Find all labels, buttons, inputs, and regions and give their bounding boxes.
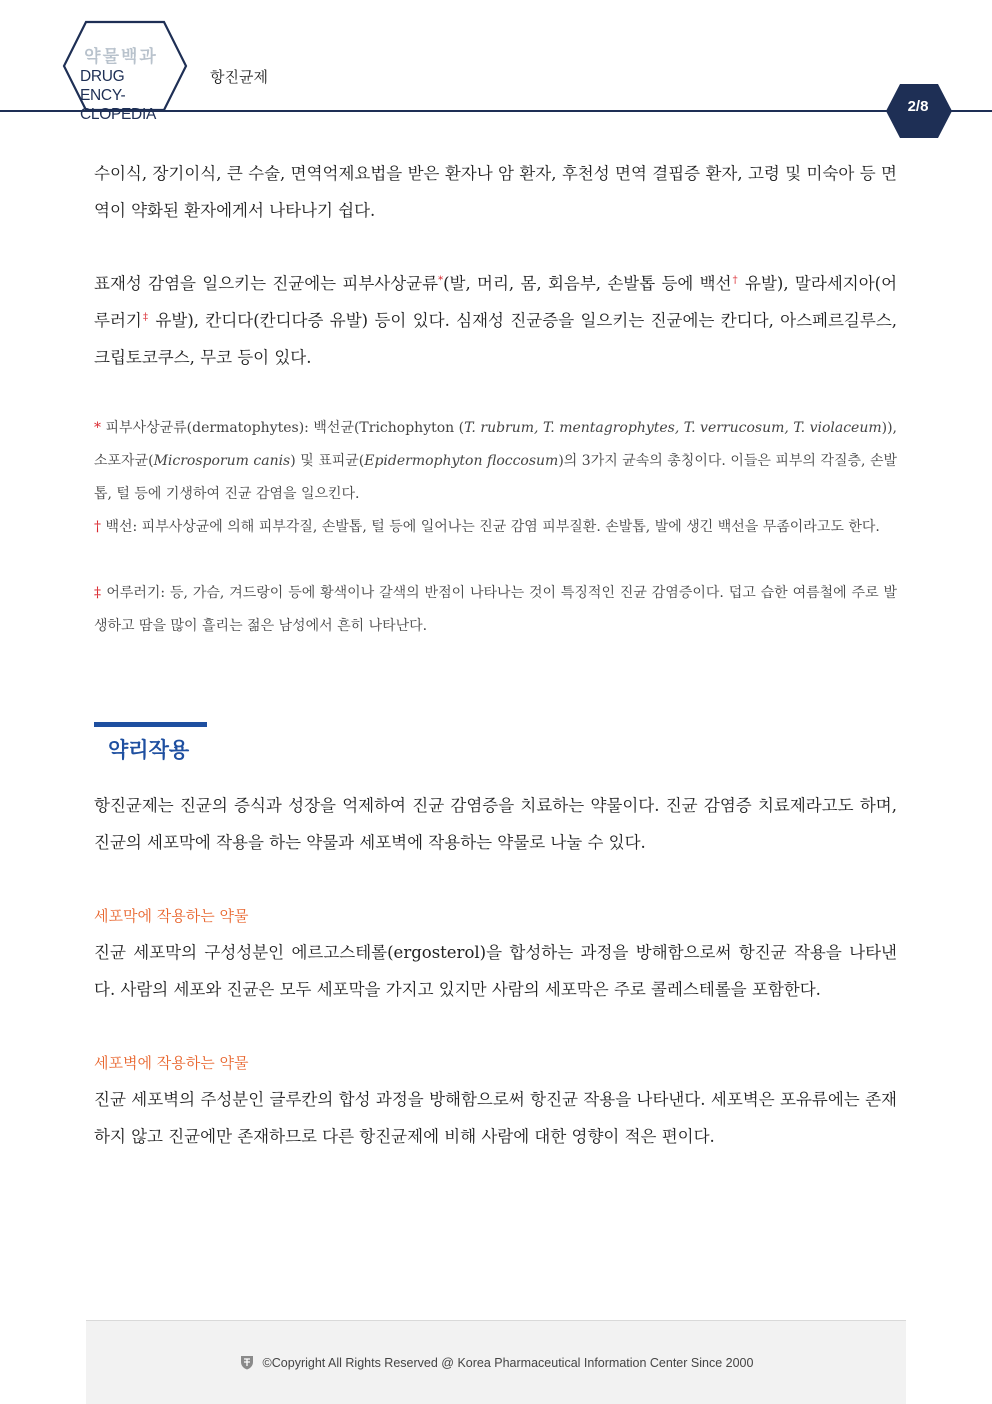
section-intro: 항진균제는 진균의 증식과 성장을 억제하여 진균 감염증을 치료하는 약물이다. 진균 감염증 치료제라고도 하며, 진균의 세포막에 작용을 하는 약물과 세포벽에 작용하는 약물로 나눌 수 있다. (94, 796, 897, 852)
text-span: 유발), 말라세지아(어루러기 (94, 274, 898, 330)
footnote-3-mark: ‡ (94, 585, 102, 601)
text-span: )의 3가지 균속의 총칭이다. 이들은 피부의 각질층, 손발톱, 털 등에 기생하여 진균 감염을 일으킨다. (94, 453, 897, 502)
text-span: 어루러기: 등, 가슴, 겨드랑이 등에 황색이나 갈색의 반점이 나타나는 것이 특징적인 진균 감염증이다. 덥고 습한 여름철에 주로 발생하고 땀을 많이 흘리는 젊은 남성에서 흔히 나타난다. (94, 585, 897, 634)
paragraph-2 (94, 265, 897, 376)
footnote-1 (94, 412, 897, 511)
footnote-mark-1: * (438, 275, 444, 286)
subsection-text-membrane: 진균 세포막의 구성성분인 에르고스테롤(ergosterol)을 합성하는 과정을 방해함으로써 항진균 작용을 나타낸다. 사람의 세포와 진균은 모두 세포막을 가지고 있지만 사람의 세포막은 주로 콜레스테롤을 포함한다. (94, 943, 897, 999)
species-name: Epidermophyton floccosum (364, 453, 559, 469)
footnote-1-mark: * (94, 420, 101, 436)
text-span: ) 및 표피균( (290, 453, 365, 469)
footnote-mark-2: † (731, 275, 739, 286)
logo-english-line-2: CLOPEDIA (80, 106, 156, 123)
species-names: T. rubrum, T. mentagrophytes, T. verrucosum, T. violaceum (464, 420, 882, 436)
header-title: 항진균제 (210, 68, 268, 86)
subsection-title-membrane: 세포막에 작용하는 약물 (94, 907, 249, 925)
footnote-mark-3: ‡ (141, 312, 150, 323)
section-accent-bar (94, 722, 207, 727)
text-span: 표재성 감염을 일으키는 진균에는 피부사상균류 (94, 274, 439, 293)
subsection-text-wall: 진균 세포벽의 주성분인 글루칸의 합성 과정을 방해함으로써 항진균 작용을 나타낸다. 세포벽은 포유류에는 존재하지 않고 진균에만 존재하므로 다른 항진균제에 비해 사람에 대한 영향이 적은 편이다. (94, 1090, 897, 1146)
text-span: 백선: 피부사상균에 의해 피부각질, 손발톱, 털 등에 일어나는 진균 감염 피부질환. 손발톱, 발에 생긴 백선을 무좀이라고도 한다. (101, 519, 880, 535)
text-span: )), 소포자균( (94, 420, 897, 469)
page-number: 2/8 (907, 98, 929, 115)
logo-korean: 약물백과 (84, 47, 158, 67)
text-span: 피부사상균류(dermatophytes): 백선균(Trichophyton ( (101, 420, 465, 436)
text-span: (발, 머리, 몸, 회음부, 손발톱 등에 백선 (443, 274, 732, 293)
paragraph-1: 수이식, 장기이식, 큰 수술, 면역억제요법을 받은 환자나 암 환자, 후천성 면역 결핍증 환자, 고령 및 미숙아 등 면역이 약화된 환자에게서 나타나기 쉽다. (94, 164, 897, 220)
page-footer (86, 1320, 906, 1404)
footer-copyright (86, 1354, 906, 1370)
crest-icon (239, 1354, 255, 1370)
footnote-2 (94, 511, 897, 544)
text-span: 유발), 칸디다(칸디다증 유발) 등이 있다. 심재성 진균증을 일으키는 진균에는 칸디다, 아스페르길루스, 크립토코쿠스, 무코 등이 있다. (94, 311, 897, 367)
logo-english-line-1: DRUG ENCY- (80, 68, 126, 104)
footer-text: ©Copyright All Rights Reserved @ Korea Pharmaceutical Information Center Since 2000 (262, 1356, 754, 1370)
footnote-3 (94, 577, 897, 643)
footnote-2-mark: † (94, 519, 101, 535)
page-header (0, 0, 992, 140)
logo-english (80, 67, 164, 124)
species-name: Microsporum canis (153, 453, 291, 469)
subsection-title-wall: 세포벽에 작용하는 약물 (94, 1054, 249, 1072)
section-title: 약리작용 (108, 738, 190, 762)
